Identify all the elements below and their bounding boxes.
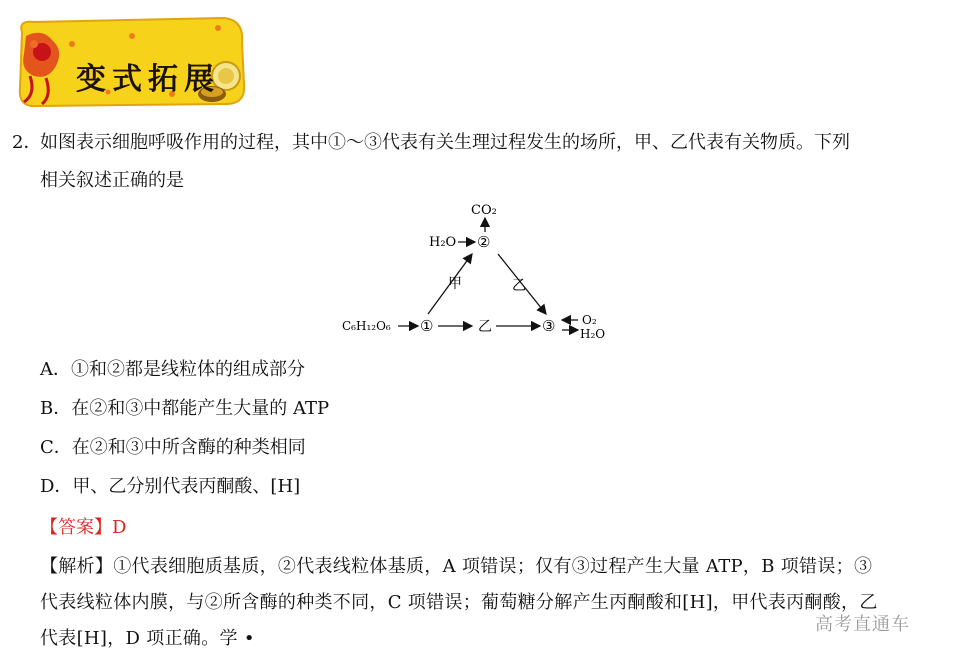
explanation-block — [40, 549, 945, 657]
explanation-line-3: 代表[H]，D 项正确。学 • — [40, 628, 255, 649]
question-stem-line-1: 如图表示细胞呼吸作用的过程，其中①～③代表有关生理过程发生的场所，甲、乙代表有关物质。下列 — [40, 132, 850, 153]
label-yi-right: 乙 — [512, 278, 526, 294]
explanation-line-1 — [40, 549, 945, 585]
watermark: 高考直通车 — [815, 614, 910, 635]
option-c: C．在②和③中所含酶的种类相同 — [40, 437, 306, 458]
label-h2o-in: H₂O — [429, 235, 457, 250]
explanation-bracket-open: 【 — [40, 556, 59, 577]
label-jia: 甲 — [448, 276, 462, 292]
label-glucose: C₆H₁₂O₆ — [342, 319, 391, 333]
node-1: ① — [420, 317, 434, 335]
node-2: ② — [477, 233, 491, 251]
banner-title: 变式拓展 — [76, 62, 220, 97]
section-banner — [12, 14, 248, 110]
respiration-diagram — [338, 196, 618, 346]
label-o2: O₂ — [582, 313, 597, 327]
answer-bracket-close: 】 — [94, 517, 112, 538]
question-stem-line-2: 相关叙述正确的是 — [40, 170, 184, 191]
option-d: D．甲、乙分别代表丙酮酸、[H] — [40, 476, 301, 497]
option-b: B．在②和③中都能产生大量的 ATP — [40, 398, 330, 419]
label-co2: CO₂ — [471, 203, 497, 218]
answer-value: D — [112, 517, 127, 538]
option-a: A．①和②都是线粒体的组成部分 — [40, 359, 305, 380]
answer-label: 答案 — [58, 517, 94, 538]
node-3: ③ — [542, 317, 556, 335]
explanation-label: 解析 — [58, 556, 95, 577]
question-number: 2． — [12, 132, 42, 153]
explanation-text-1: ①代表细胞质基质，②代表线粒体基质，A 项错误；仅有③过程产生大量 ATP，B 项错误；③ — [113, 556, 873, 577]
explanation-bracket-close: 】 — [94, 556, 114, 577]
answer-line — [40, 513, 126, 539]
label-yi-bottom: 乙 — [478, 319, 492, 335]
explanation-line-2: 代表线粒体内膜，与②所含酶的种类不同，C 项错误；葡萄糖分解产生丙酮酸和[H]，甲代表丙酮酸，乙 — [40, 592, 878, 613]
question-block — [12, 124, 942, 200]
label-h2o-out: H₂O — [580, 327, 606, 341]
answer-bracket-open: 【 — [40, 517, 58, 538]
